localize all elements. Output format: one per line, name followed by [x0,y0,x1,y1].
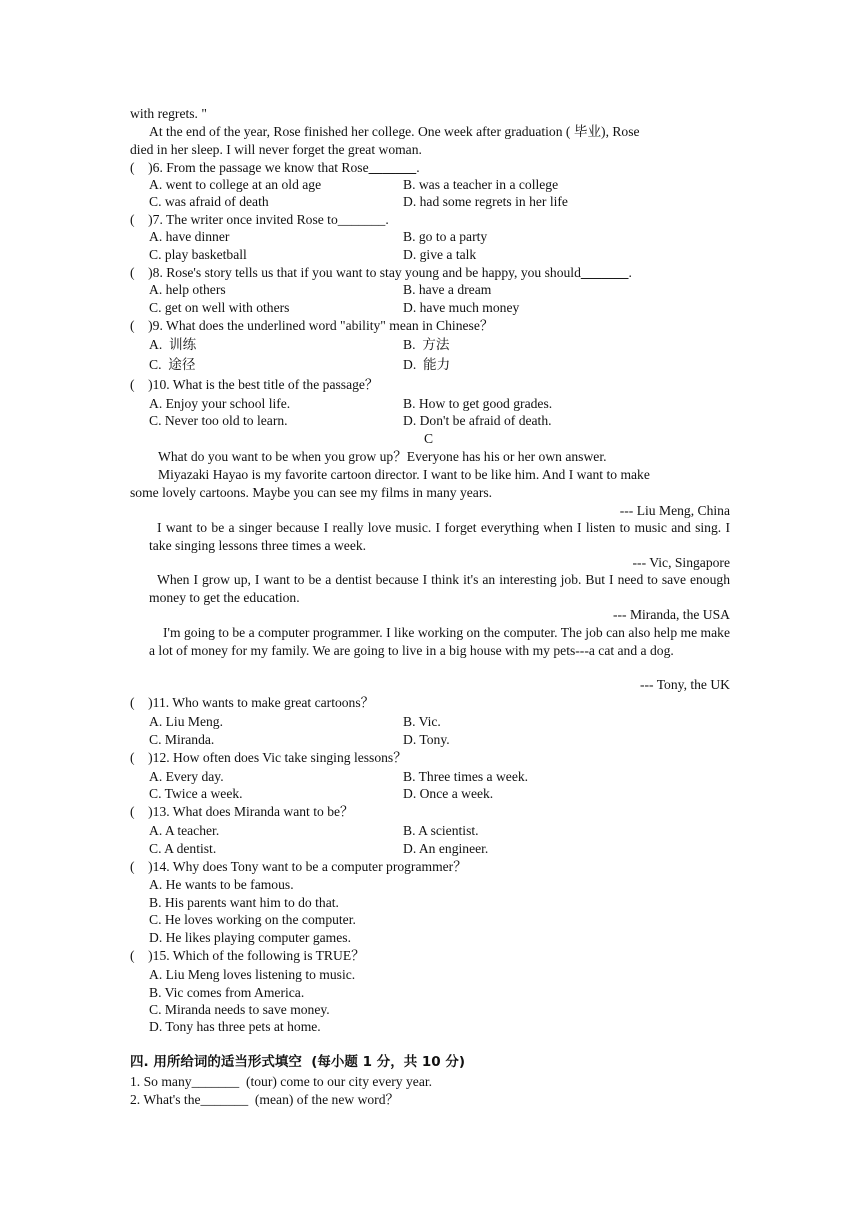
fill-item [130,1073,432,1090]
fill-item-hint: (tour) come to our city every year. [239,1074,433,1089]
stem-end: . [628,265,632,280]
option: C. Miranda. [149,732,215,747]
passage-c-line: Miyazaki Hayao is my favorite cartoon director. I want to be like him. And I want to make [158,467,650,482]
option: B. was a teacher in a college [403,177,559,192]
option: A. help others [149,282,226,297]
option: A. went to college at an old age [149,177,322,192]
option: C. was afraid of death [149,194,269,209]
option: B. 方法 [403,337,450,352]
stem-end: . [416,160,420,175]
option: C. A dentist. [149,841,217,856]
question-stem: ( )10. What is the best title of the passage？ [130,377,379,392]
option: A. A teacher. [149,823,220,838]
option: A. Liu Meng. [149,714,224,729]
stem-end: . [385,212,389,227]
option: D. Once a week. [403,786,494,801]
option: C. Never too old to learn. [149,413,288,428]
passage-c-intro: What do you want to be when you grow up？Everyone has his or her own answer. [158,449,607,464]
question-stem [130,211,389,228]
signature: --- Tony, the UK [639,677,730,692]
fill-item-text: 1. So many [130,1074,192,1089]
passage-c-paragraph: When I grow up, I want to be a dentist because I think it's an interesting job. But I need to save enough money to get the education. [149,572,730,605]
passage-b-line: At the end of the year, Rose finished her college. One week after graduation ( 毕业), Rose [149,124,640,139]
option: B. His parents want him to do that. [149,895,339,910]
option: A. Enjoy your school life. [149,396,291,411]
answer-blank: _______ [200,1092,249,1107]
passage-b-line: with regrets. " [130,106,207,121]
stem-text: ( )6. From the passage we know that Rose [130,160,369,175]
option: D. An engineer. [403,841,489,856]
option: A. Liu Meng loves listening to music. [149,967,356,982]
option: C. play basketball [149,247,247,262]
question-stem: ( )13. What does Miranda want to be？ [130,804,354,819]
signature: --- Liu Meng, China [619,503,730,518]
answer-blank: _______ [368,160,417,175]
option: B. go to a party [403,229,488,244]
question-stem [130,159,420,176]
stem-text: ( )7. The writer once invited Rose to [130,212,338,227]
option: A. 训练 [149,337,197,352]
question-stem: ( )12. How often does Vic take singing lessons？ [130,750,407,765]
option: D. 能力 [403,357,451,372]
passage-b-line: died in her sleep. I will never forget the great woman. [130,142,422,157]
fill-item-hint: (mean) of the new word？ [248,1092,400,1107]
question-stem: ( )11. Who wants to make great cartoons？ [130,695,375,710]
option: A. Every day. [149,769,224,784]
option: B. Vic. [403,714,441,729]
question-stem: ( )15. Which of the following is TRUE？ [130,948,365,963]
option: D. Tony has three pets at home. [149,1019,321,1034]
answer-blank: _______ [191,1074,240,1089]
question-stem [130,264,632,281]
stem-text: ( )8. Rose's story tells us that if you want to stay young and be happy, you should [130,265,581,280]
option: C. Miranda needs to save money. [149,1002,330,1017]
fill-item [130,1091,399,1108]
answer-blank: _______ [580,265,629,280]
option: A. have dinner [149,229,230,244]
option: B. How to get good grades. [403,396,553,411]
option: C. get on well with others [149,300,290,315]
signature: --- Vic, Singapore [632,555,730,570]
section-heading: 四. 用所给词的适当形式填空 (每小题 1 分，共 10 分) [130,1054,466,1070]
passage-c-line: some lovely cartoons. Maybe you can see my films in many years. [130,485,493,500]
option: C. 途径 [149,357,196,372]
option: A. He wants to be famous. [149,877,294,892]
option: D. have much money [403,300,520,315]
option: D. Tony. [403,732,450,747]
option: C. He loves working on the computer. [149,912,356,927]
option: C. Twice a week. [149,786,243,801]
option: D. Don't be afraid of death. [403,413,552,428]
option: D. had some regrets in her life [403,194,568,209]
question-stem: ( )9. What does the underlined word "ability" mean in Chinese？ [130,318,494,333]
passage-letter: C [424,431,434,446]
fill-item-text: 2. What's the [130,1092,201,1107]
passage-c-paragraph: I'm going to be a computer programmer. I like working on the computer. The job can also help me make a lot of money for my family. We are going to live in a big house with my pets---a cat and a dog. [149,625,730,658]
option: B. A scientist. [403,823,479,838]
option: B. Three times a week. [403,769,529,784]
option: D. He likes playing computer games. [149,930,351,945]
option: D. give a talk [403,247,477,262]
question-stem: ( )14. Why does Tony want to be a computer programmer？ [130,859,467,874]
passage-c-paragraph: I want to be a singer because I really love music. I forget everything when I listen to music and sing. I take singing lessons three times a week. [149,520,730,553]
option: B. Vic comes from America. [149,985,305,1000]
signature: --- Miranda, the USA [612,607,730,622]
option: B. have a dream [403,282,492,297]
answer-blank: _______ [337,212,386,227]
